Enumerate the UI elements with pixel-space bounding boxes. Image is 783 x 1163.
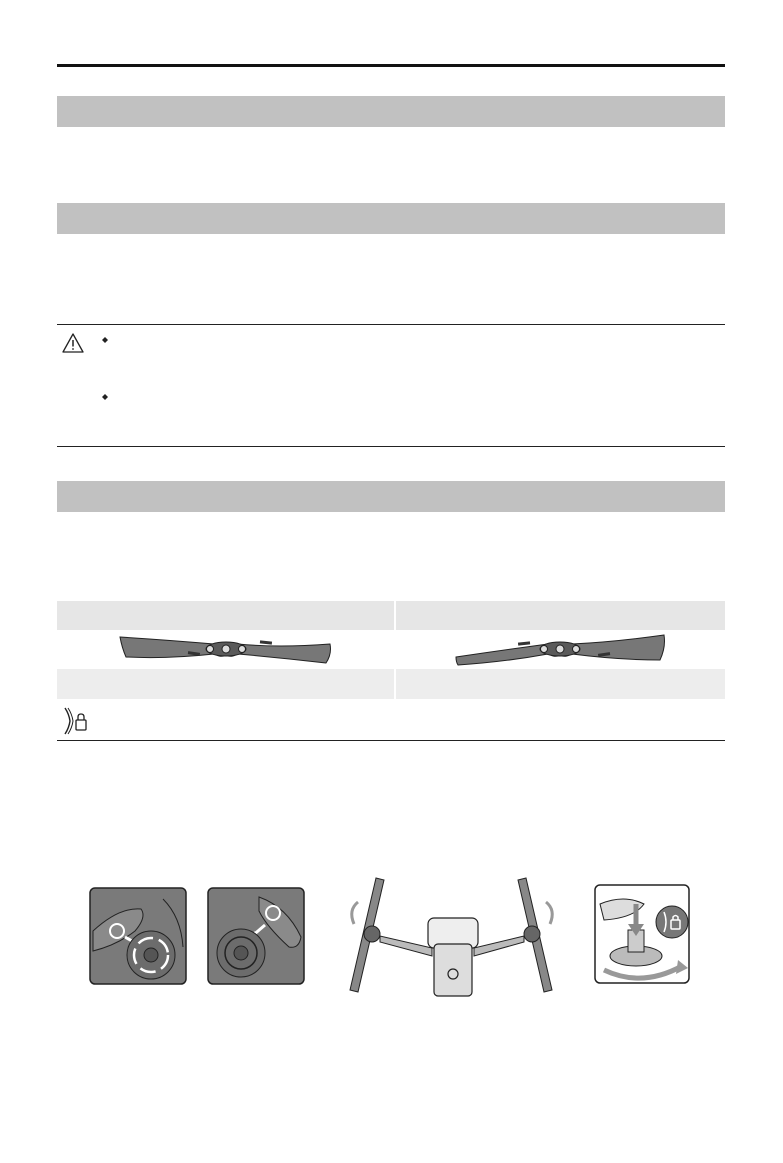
propeller-lock-rotation: [594, 884, 690, 984]
warning-triangle-icon: [62, 333, 84, 353]
table-bottom-rule: [57, 740, 725, 741]
drone-propeller-unfold: [336, 874, 574, 998]
table-footer-left: [57, 669, 394, 699]
propeller-mount-closeup-2: [207, 887, 305, 985]
propeller-marked-illustration: [118, 632, 334, 666]
lock-icon: [61, 706, 89, 736]
warning-bottom-rule: [57, 446, 725, 447]
table-header-left: [57, 601, 394, 630]
bullet-diamond-icon: [102, 337, 108, 343]
section-header-1: [57, 96, 725, 127]
propeller-unmarked-illustration: [454, 632, 668, 666]
bullet-diamond-icon: [102, 394, 108, 400]
table-footer-right: [396, 669, 725, 699]
page-top-rule: [57, 64, 725, 67]
table-header-right: [396, 601, 725, 630]
propeller-mount-closeup-1: [89, 887, 187, 985]
section-header-2: [57, 203, 725, 234]
warning-top-rule: [57, 324, 725, 325]
section-header-3: [57, 481, 725, 512]
